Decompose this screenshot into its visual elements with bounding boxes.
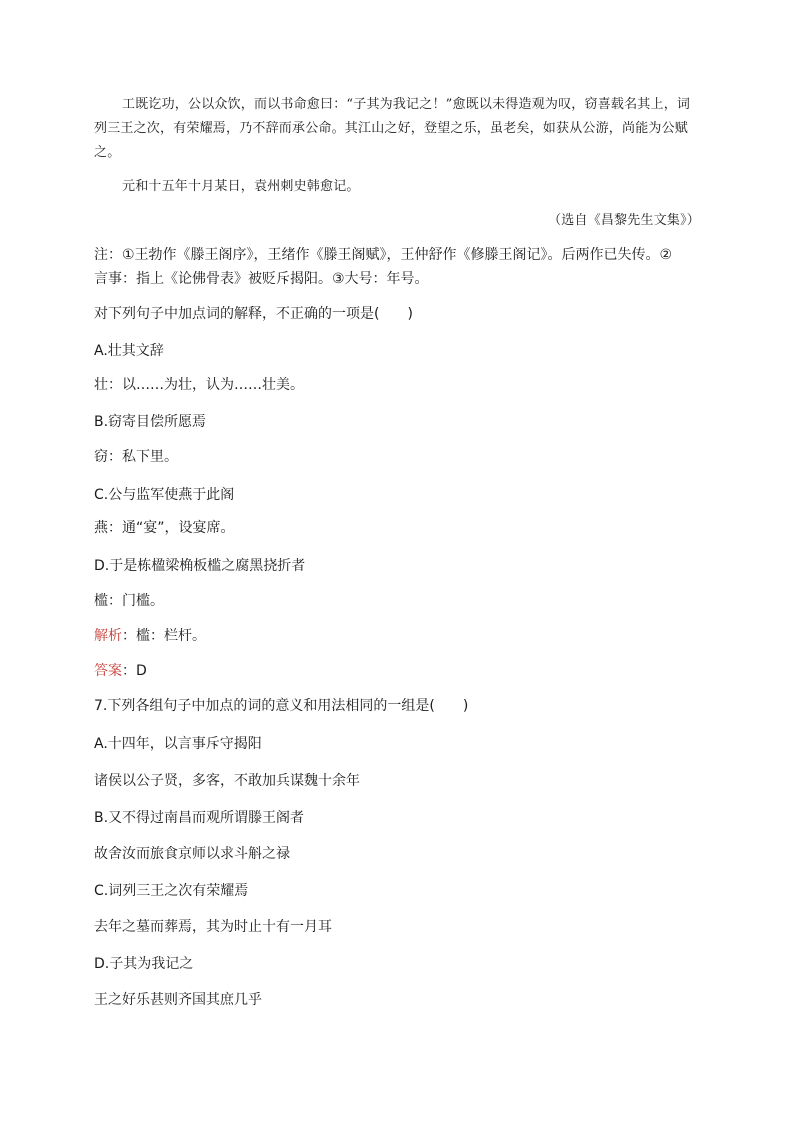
q6-option-b-explanation: 窃：私下里。 bbox=[94, 449, 178, 465]
q6-option-c: C.公与监军使燕于此阁 bbox=[94, 487, 235, 503]
q7-option-d-sentence-2: 王之好乐甚则齐国其庶几乎 bbox=[94, 992, 262, 1008]
analysis-text: ：槛：栏杆。 bbox=[122, 628, 206, 644]
q6-analysis bbox=[94, 627, 714, 645]
q7-option-c-sentence-1: C.词列三王之次有荣耀焉 bbox=[94, 883, 249, 899]
source-citation: （选自《昌黎先生文集》） bbox=[548, 213, 700, 228]
analysis-label: 解析 bbox=[94, 628, 122, 644]
notes-line-1: 注：①王勃作《滕王阁序》，王绪作《滕王阁赋》，王仲舒作《修滕王阁记》。后两作已失传。② bbox=[94, 247, 673, 263]
q7-option-a-sentence-1: A.十四年，以言事斥守揭阳 bbox=[94, 736, 262, 752]
q6-option-a-explanation: 壮：以……为壮，认为……壮美。 bbox=[94, 377, 304, 393]
q6-option-c-explanation: 燕：通“宴”，设宴席。 bbox=[94, 520, 235, 536]
q6-option-d: D.于是栋楹梁桷板槛之腐黑挠折者 bbox=[94, 558, 306, 574]
q6-option-d-explanation: 槛：门槛。 bbox=[94, 593, 164, 609]
answer-label: 答案 bbox=[94, 663, 122, 679]
passage-line-2: 列三王之次，有荣耀焉，乃不辞而承公命。其江山之好，登望之乐，虽老矣，如获从公游，尚能为公赋 bbox=[94, 121, 689, 136]
q7-option-c-sentence-2: 去年之墓而葬焉，其为时止十有一月耳 bbox=[94, 919, 332, 935]
question-7-stem: 7.下列各组句子中加点的词的意义和用法相同的一组是( ) bbox=[94, 698, 469, 714]
notes-line-2: 言事：指上《论佛骨表》被贬斥揭阳。③大号：年号。 bbox=[94, 271, 429, 287]
q7-option-b-sentence-2: 故舍汝而旅食京师以求斗斛之禄 bbox=[94, 846, 290, 862]
q6-option-a: A.壮其文辞 bbox=[94, 343, 164, 359]
q7-option-a-sentence-2: 诸侯以公子贤，多客，不敢加兵谋魏十余年 bbox=[94, 773, 360, 789]
answer-text: ：D bbox=[122, 663, 147, 679]
passage-line-4: 元和十五年十月某日，袁州刺史韩愈记。 bbox=[122, 179, 360, 194]
q7-option-d-sentence-1: D.子其为我记之 bbox=[94, 956, 194, 972]
q6-answer bbox=[94, 662, 714, 680]
q7-option-b-sentence-1: B.又不得过南昌而观所谓滕王阁者 bbox=[94, 810, 305, 826]
passage-line-1: 工既讫功，公以众饮，而以书命愈曰：“子其为我记之！”愈既以未得造观为叹，窃喜载名其上，词 bbox=[122, 97, 691, 112]
q6-option-b: B.窃寄目偿所愿焉 bbox=[94, 414, 207, 430]
passage-line-3: 之。 bbox=[94, 145, 121, 160]
question-6-stem: 对下列句子中加点词的解释，不正确的一项是( ) bbox=[94, 306, 413, 322]
